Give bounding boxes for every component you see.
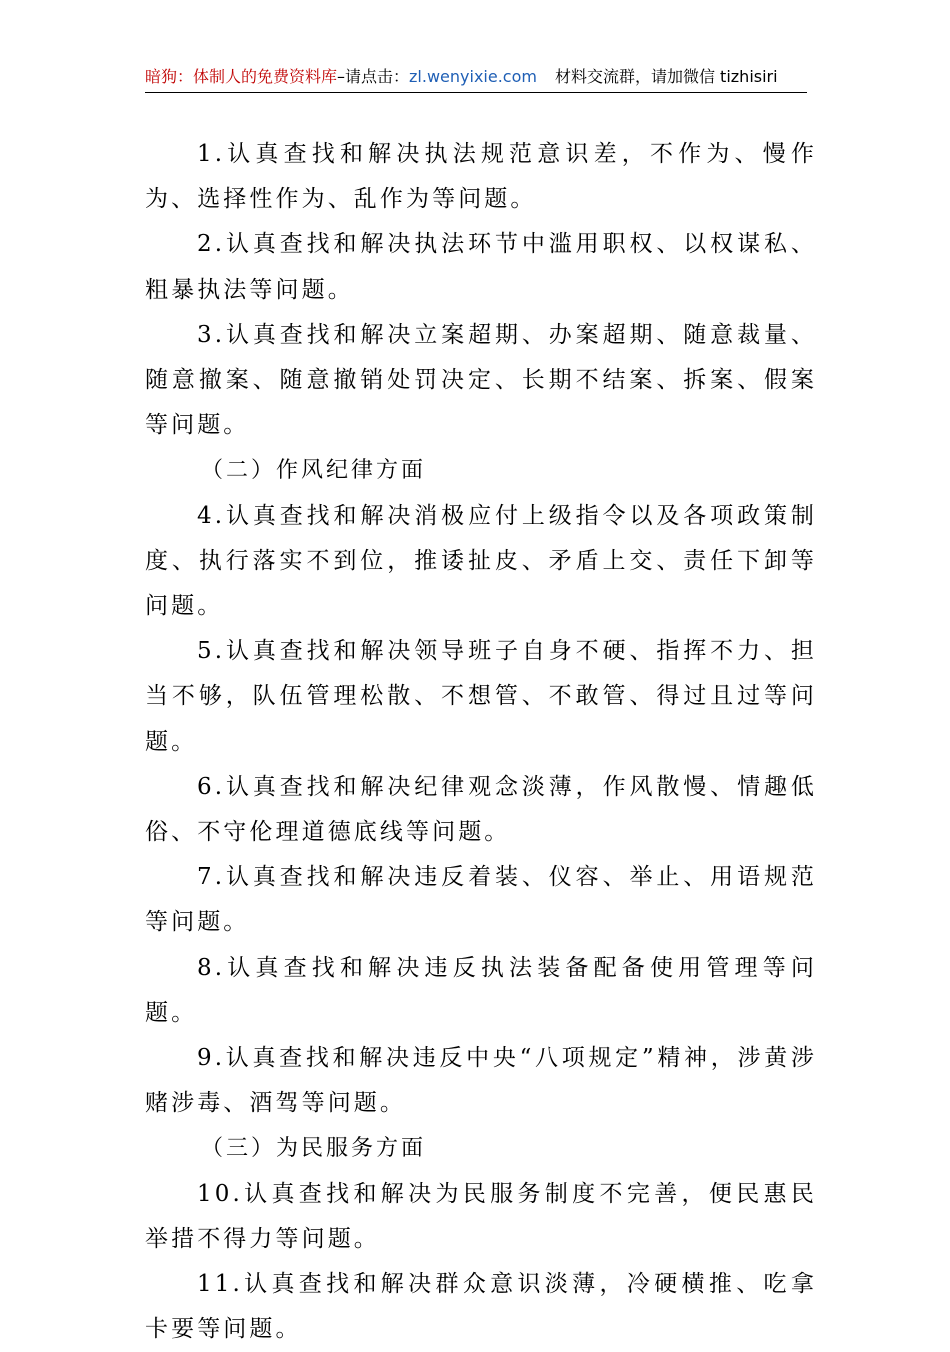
header-link[interactable]: zl.wenyixie.com (409, 67, 537, 86)
page-header (145, 62, 807, 93)
header-group-info: 材料交流群，请加微信 tizhisiri (554, 67, 778, 86)
section-heading-3: （三）为民服务方面 (201, 1136, 427, 1162)
paragraph-item-5: 5.认真查找和解决领导班子自身不硬、指挥不力、担当不够，队伍管理松散、不想管、不敢管、得过且过等问题。 (145, 638, 817, 755)
paragraph-item-8: 8.认真查找和解决违反执法装备配备使用管理等问题。 (145, 954, 817, 1026)
paragraph-item-2: 2.认真查找和解决执法环节中滥用职权、以权谋私、粗暴执法等问题。 (145, 231, 817, 303)
section-heading-2: （二）作风纪律方面 (201, 458, 427, 484)
paragraph-item-1: 1.认真查找和解决执法规范意识差，不作为、慢作为、选择性作为、乱作为等问题。 (145, 141, 817, 213)
paragraph-item-7: 7.认真查找和解决违反着装、仪容、举止、用语规范等问题。 (145, 864, 817, 936)
paragraph-item-3: 3.认真查找和解决立案超期、办案超期、随意裁量、随意撤案、随意撤销处罚决定、长期不结案、拆案、假案等问题。 (145, 321, 817, 439)
header-prompt: –请点击： (337, 67, 410, 86)
paragraph-item-6: 6.认真查找和解决纪律观念淡薄，作风散慢、情趣低俗、不守伦理道德底线等问题。 (145, 773, 817, 846)
document-body (145, 132, 817, 1352)
paragraph-item-9: 9.认真查找和解决违反中央“八项规定”精神，涉黄涉赌涉毒、酒驾等问题。 (145, 1045, 817, 1117)
paragraph-item-10: 10.认真查找和解决为民服务制度不完善，便民惠民举措不得力等问题。 (145, 1180, 817, 1252)
header-brand: 暗狗：体制人的免费资料库 (145, 67, 338, 86)
paragraph-item-4: 4.认真查找和解决消极应付上级指令以及各项政策制度、执行落实不到位，推诿扯皮、矛盾上交、责任下卸等问题。 (145, 502, 817, 620)
paragraph-item-11: 11.认真查找和解决群众意识淡薄，冷硬横推、吃拿卡要等问题。 (145, 1271, 817, 1343)
